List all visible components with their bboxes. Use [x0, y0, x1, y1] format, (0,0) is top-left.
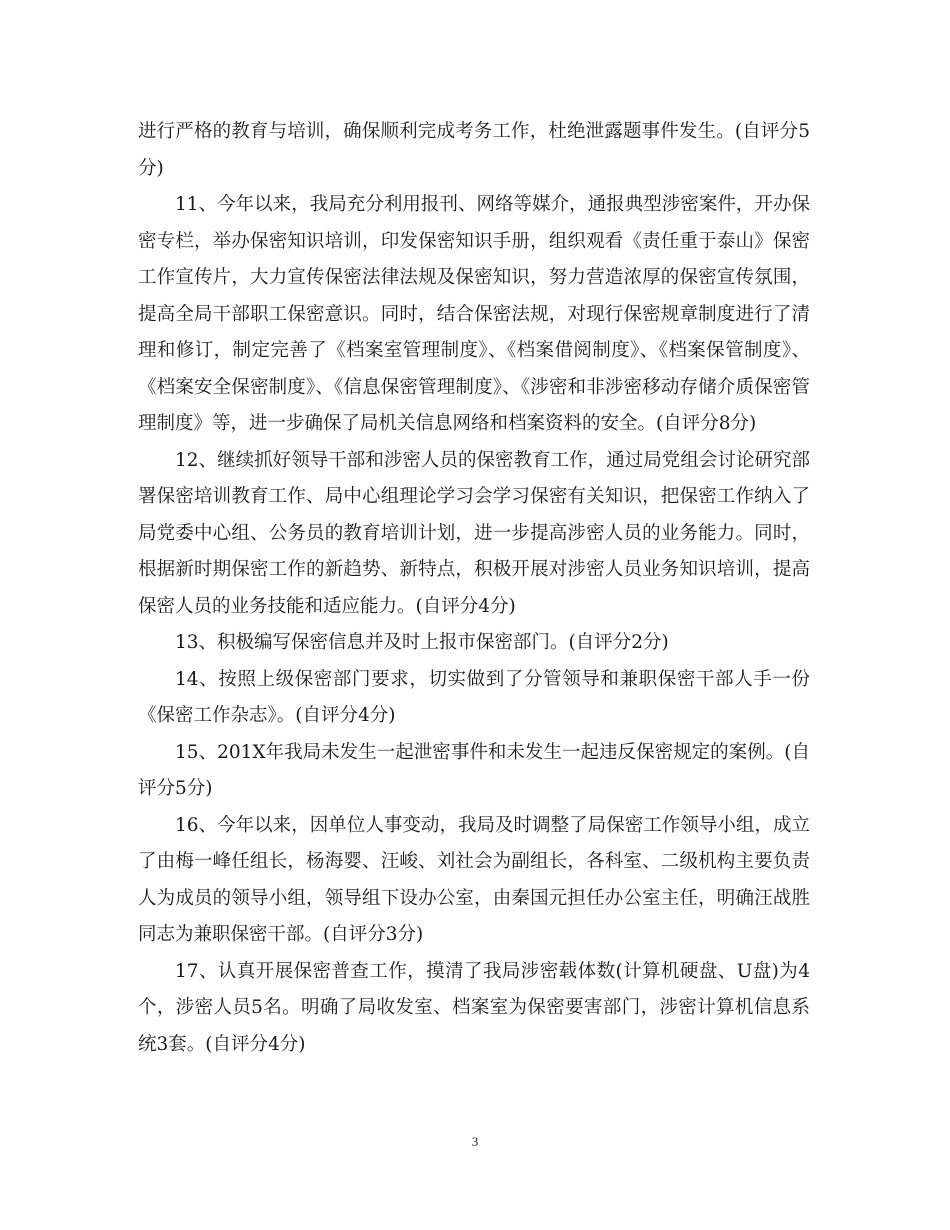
paragraph-item-14: 14、按照上级保密部门要求，切实做到了分管领导和兼职保密干部人手一份《保密工作杂志》。(自评分4分): [138, 668, 810, 726]
paragraph-item-15: 15、201X年我局未发生一起泄密事件和未发生一起违反保密规定的案例。(自评分5分): [138, 741, 810, 799]
paragraph-continuation: 进行严格的教育与培训，确保顺利完成考务工作，杜绝泄露题事件发生。(自评分5分): [138, 121, 810, 179]
page-number: 3: [471, 1134, 479, 1149]
document-body: [138, 114, 810, 1063]
paragraph-item-12: 12、继续抓好领导干部和涉密人员的保密教育工作，通过局党组会讨论研究部署保密培训教育工作、局中心组理论学习会学习保密有关知识，把保密工作纳入了局党委中心组、公务员的教育培训计划，进一步提高涉密人员的业务能力。同时，根据新时期保密工作的新趋势、新特点，积极开展对涉密人员业务知识培训，提高保密人员的业务技能和适应能力。(自评分4分): [138, 449, 810, 617]
paragraph-item-16: 16、今年以来，因单位人事变动，我局及时调整了局保密工作领导小组，成立了由梅一峰任组长，杨海婴、汪峻、刘社会为副组长，各科室、二级机构主要负责人为成员的领导小组，领导组下设办公室，由秦国元担任办公室主任，明确汪战胜同志为兼职保密干部。(自评分3分): [138, 814, 810, 945]
paragraph-item-17: 17、认真开展保密普查工作，摸清了我局涉密载体数(计算机硬盘、U盘)为4个，涉密人员5名。明确了局收发室、档案室为保密要害部门，涉密计算机信息系统3套。(自评分4分): [138, 960, 810, 1055]
paragraph-item-11: 11、今年以来，我局充分利用报刊、网络等媒介，通报典型涉密案件，开办保密专栏，举办保密知识培训，印发保密知识手册，组织观看《责任重于泰山》保密工作宣传片，大力宣传保密法律法规及保密知识，努力营造浓厚的保密宣传氛围，提高全局干部职工保密意识。同时，结合保密法规，对现行保密规章制度进行了清理和修订，制定完善了《档案室管理制度》、《档案借阅制度》、《档案保管制度》、《档案安全保密制度》、《信息保密管理制度》、《涉密和非涉密移动存储介质保密管理制度》等，进一步确保了局机关信息网络和档案资料的安全。(自评分8分): [138, 194, 810, 434]
paragraph-item-13: 13、积极编写保密信息并及时上报市保密部门。(自评分2分): [175, 632, 669, 653]
